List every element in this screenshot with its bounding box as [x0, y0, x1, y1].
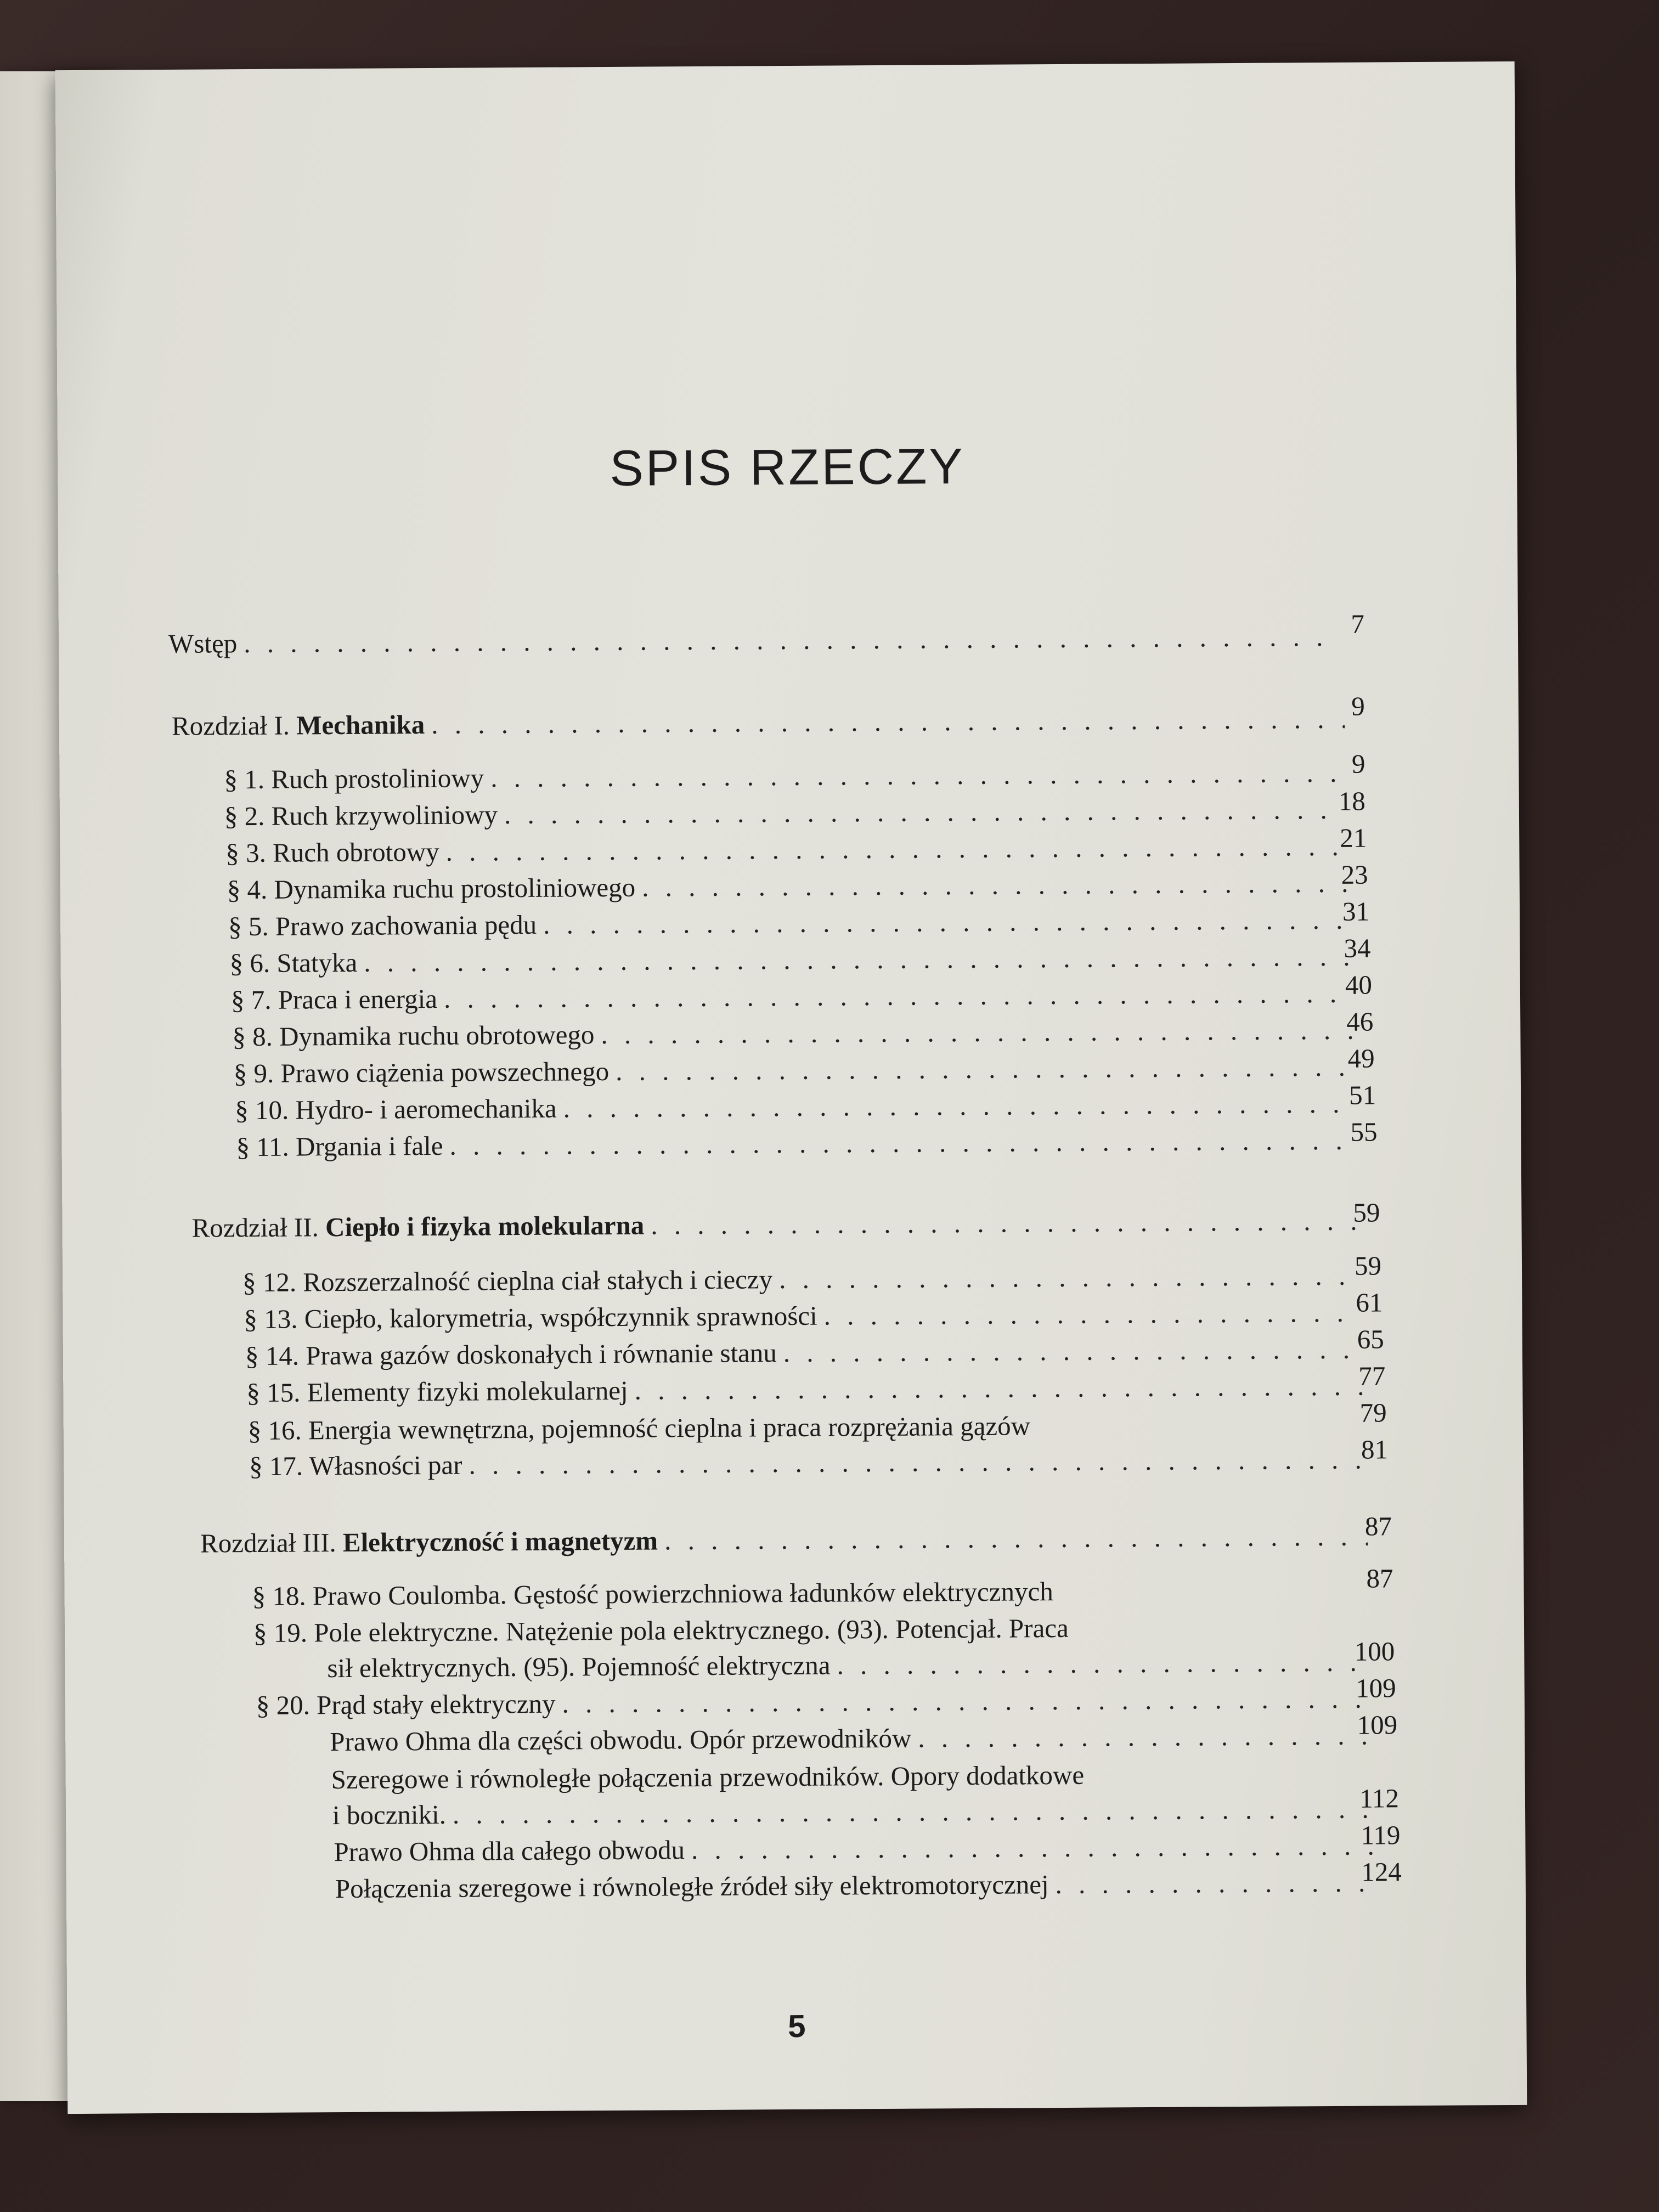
toc-section: § 4. Dynamika ruchu prostoliniowego . . .: [227, 868, 1355, 905]
dot-leader: [453, 1794, 1379, 1829]
dot-leader: [635, 1372, 1365, 1406]
toc-section: § 14. Prawa gazów doskonałych i równanie stanu . . .: [245, 1335, 1370, 1371]
toc-section: § 1. Ruch prostoliniowy . . .: [224, 758, 1351, 794]
dot-leader: [779, 1261, 1361, 1294]
toc-page-number: 100: [1354, 1636, 1395, 1667]
dot-leader: [783, 1335, 1363, 1368]
toc-section: § 5. Prawo zachowania pędu . . .: [228, 905, 1356, 941]
toc-section: § 15. Elementy fizyki molekularnej . . .: [246, 1372, 1371, 1408]
page-number-footer: 5: [788, 2008, 806, 2045]
toc-section: § 17. Własności par . . .: [249, 1445, 1374, 1481]
chapter-name: Mechanika: [296, 709, 425, 741]
toc-section: § 18. Prawo Coulomba. Gęstość powierzchniowa ładunków elektrycznych: [252, 1576, 1053, 1612]
toc-section: § 9. Prawo ciążenia powszechnego . . .: [234, 1052, 1361, 1088]
toc-page-number: 109: [1357, 1709, 1398, 1740]
toc-section: § 7. Praca i energia . . .: [231, 979, 1358, 1015]
toc-page-number: 31: [1342, 896, 1370, 927]
toc-page-number: 59: [1353, 1197, 1380, 1228]
dot-leader: [691, 1831, 1381, 1865]
toc-page-number: 21: [1340, 822, 1367, 853]
toc-page-number: 65: [1357, 1324, 1384, 1355]
toc-section: § 16. Energia wewnętrzna, pojemność cieplna i praca rozprężania gązów: [247, 1410, 1031, 1446]
toc-page-number: 87: [1366, 1563, 1393, 1594]
toc-chapter-1: [172, 704, 1351, 741]
book-page: [55, 61, 1527, 2114]
toc-section: § 10. Hydro- i aeromechanika . . .: [235, 1089, 1362, 1125]
toc-chapter-3: [200, 1522, 1374, 1559]
toc-page-number: 49: [1347, 1043, 1375, 1074]
toc-page-number: 51: [1348, 1080, 1376, 1110]
toc-page-number: 40: [1345, 969, 1373, 1000]
dot-leader: [445, 832, 1346, 867]
toc-section: § 20. Prąd stały elektryczny . . .: [256, 1684, 1381, 1720]
toc-subentry-continuation: i boczniki. . . .: [332, 1794, 1386, 1830]
toc-page-number: 79: [1359, 1397, 1387, 1428]
dot-leader: [490, 758, 1345, 793]
toc-page-number: 23: [1341, 859, 1368, 890]
dot-leader: [364, 942, 1351, 978]
toc-page-number: 18: [1338, 786, 1365, 816]
dot-leader: [824, 1298, 1362, 1331]
toc-page-number: 55: [1350, 1116, 1378, 1147]
chapter-name: Ciepło i fizyka molekularna: [325, 1210, 645, 1243]
toc-section: § 3. Ruch obrotowy . . .: [225, 832, 1353, 868]
chapter-prefix: Rozdział III.: [200, 1527, 336, 1559]
toc-page-number: 9: [1351, 691, 1365, 721]
dot-leader: [449, 1126, 1357, 1161]
dot-leader: [837, 1647, 1374, 1680]
toc-page-number: 61: [1356, 1287, 1383, 1318]
toc-subentry: Prawo Ohma dla całego obwodu . . .: [334, 1831, 1387, 1867]
toc-page-number: 124: [1361, 1857, 1402, 1887]
toc-section: § 19. Pole elektryczne. Natężenie pola elektrycznego. (93). Potencjał. Praca: [253, 1612, 1069, 1649]
toc-subentry: Połączenia szeregowe i równoległe źródeł siły elektromotorycznej . . .: [335, 1867, 1389, 1904]
toc-entry-label: Wstęp: [168, 628, 238, 659]
toc-section: § 13. Ciepło, kalorymetria, współczynnik sprawności . . .: [244, 1298, 1368, 1334]
toc-entry-intro: [168, 622, 1348, 659]
toc-section: § 8. Dynamika ruchu obrotowego . . .: [232, 1015, 1359, 1052]
dot-leader: [664, 1522, 1368, 1556]
dot-leader: [444, 979, 1352, 1014]
toc-page-number: 77: [1358, 1361, 1386, 1391]
toc-page-number: 34: [1344, 933, 1371, 963]
dot-leader: [469, 1445, 1367, 1480]
dot-leader: [431, 704, 1345, 740]
dot-leader: [504, 795, 1345, 830]
toc-page-number: 109: [1356, 1673, 1396, 1703]
dot-leader: [244, 622, 1341, 658]
dot-leader: [642, 868, 1348, 902]
dot-leader: [563, 1089, 1356, 1124]
dot-leader: [651, 1206, 1359, 1240]
toc-chapter-2: [191, 1206, 1365, 1243]
dot-leader: [918, 1721, 1376, 1753]
toc-page-number: 81: [1361, 1434, 1389, 1465]
page-title: SPIS RZECZY: [610, 438, 966, 496]
dot-leader: [601, 1015, 1353, 1049]
toc-section-continuation: sił elektrycznych. (95). Pojemność elektryczna . . .: [327, 1647, 1380, 1683]
toc-page-number: 112: [1359, 1783, 1400, 1814]
toc-section: § 6. Statyka . . .: [229, 942, 1357, 978]
toc-page-number: 7: [1351, 608, 1365, 639]
chapter-prefix: Rozdział II.: [191, 1212, 319, 1243]
toc-page-number: 59: [1354, 1250, 1382, 1281]
toc-page-number: 46: [1346, 1006, 1374, 1037]
toc-page-number: 87: [1364, 1511, 1392, 1542]
toc-section: § 12. Rozszerzalność cieplna ciał stałych i cieczy . . .: [242, 1261, 1367, 1297]
dot-leader: [562, 1684, 1374, 1719]
toc-section: § 2. Ruch krzywoliniowy . . .: [224, 795, 1352, 831]
toc-subentry: Szeregowe i równoległe połączenia przewodników. Opory dodatkowe: [331, 1759, 1085, 1795]
dot-leader: [616, 1052, 1355, 1086]
dot-leader: [543, 905, 1349, 940]
toc-section: § 11. Drgania i fale . . .: [236, 1126, 1363, 1162]
chapter-name: Elektryczność i magnetyzm: [342, 1525, 658, 1558]
toc-page-number: 9: [1351, 748, 1365, 779]
toc-page-number: 119: [1361, 1820, 1401, 1850]
toc-subentry: Prawo Ohma dla części obwodu. Opór przewodników . . .: [330, 1720, 1383, 1757]
chapter-prefix: Rozdział I.: [171, 710, 290, 741]
